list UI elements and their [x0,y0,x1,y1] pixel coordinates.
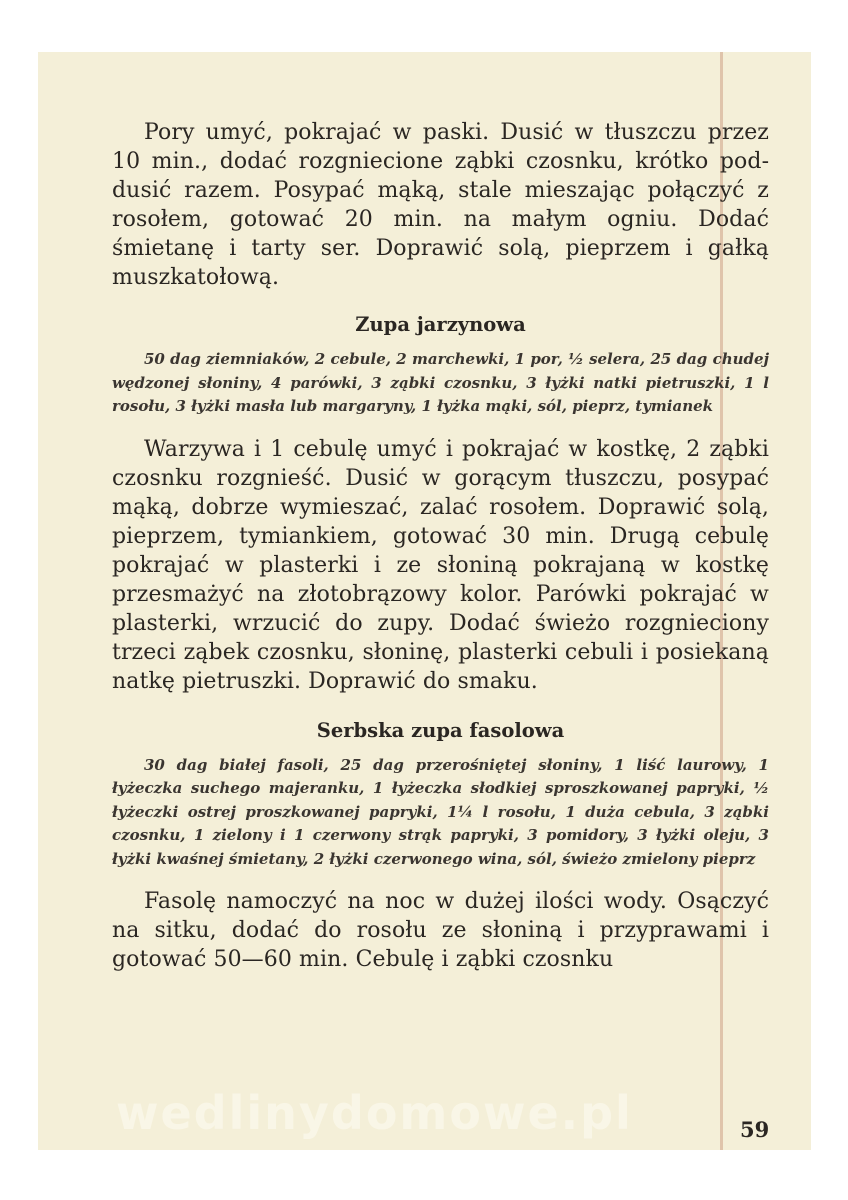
page-number: 59 [740,1117,770,1142]
recipe-title-serbska-zupa-fasolowa: Serbska zupa fasolowa [316,718,565,742]
recipe-method-zupa-jarzynowa: Warzywa i 1 cebulę umyć i pokrajać w kostkę, 2 ząbki czosnku rozgnieść. Dusić w gorącym tłuszczu, posypać mąką, dobrze wymieszać, zalać rosołem. Doprawić solą, pieprzem, tymiankiem, gotować 30 min. Drugą cebulę pokrajać w plasterki i ze słoniną pokrajaną w kostkę przesmażyć na złotobrązowy kolor. Parówki pokrajać w plasterki, wrzucić do zupy. Dodać świeżo rozgnieciony trzeci ząbek czosnku, słoninę, plasterki cebuli i posiekaną natkę pietruszki. Doprawić do smaku. [112,436,769,694]
recipe-ingredients-serbska-zupa-fasolowa: 30 dag białej fasoli, 25 dag przerośniętej słoniny, 1 liść laurowy, 1 łyżeczka suchego majeranku, 1 łyżeczka słodkiej sproszkowanej papryki, ½ łyżeczki ostrej proszkowanej papryki, 1¼ l rosołu, 1 duża cebula, 3 ząbki czosnku, 1 zielony i 1 czerwony strąk papryki, 3 pomidory, 3 łyżki oleju, 3 łyżki kwaśnej śmietany, 2 łyżki czerwonego wina, sól, świeżo zmielony pieprz [112,755,769,868]
intro-paragraph: Pory umyć, pokrajać w paski. Dusić w tłuszczu przez 10 min., dodać rozgniecione ząbki czosnku, krótko poddusić razem. Posypać mąką, stale mieszając połączyć z rosołem, gotować 20 min. na małym ogniu. Dodać śmietanę i tarty ser. Doprawić solą, pieprzem i gałką muszkatołową. [112,120,769,290]
page-content [112,118,769,974]
watermark: wedlinydomowe.pl [116,1086,633,1140]
recipe-title-zupa-jarzynowa: Zupa jarzynowa [355,313,526,336]
recipe-ingredients-zupa-jarzynowa: 50 dag ziemniaków, 2 cebule, 2 marchewki, 1 por, ½ selera, 25 dag chudej wędzonej słoniny, 4 parówki, 3 ząbki czosnku, 3 łyżki natki pietruszki, 1 l rosołu, 3 łyżki masła lub margaryny, 1 łyżka mąki, sól, pieprz, tymianek [112,350,769,415]
book-page [38,52,811,1150]
recipe-method-serbska-zupa-fasolowa: Fasolę namoczyć na noc w dużej ilości wody. Osączyć na sitku, dodać do rosołu ze słoniną i przyprawami i gotować 50—60 min. Cebulę i ząbki czosnku [112,889,769,972]
